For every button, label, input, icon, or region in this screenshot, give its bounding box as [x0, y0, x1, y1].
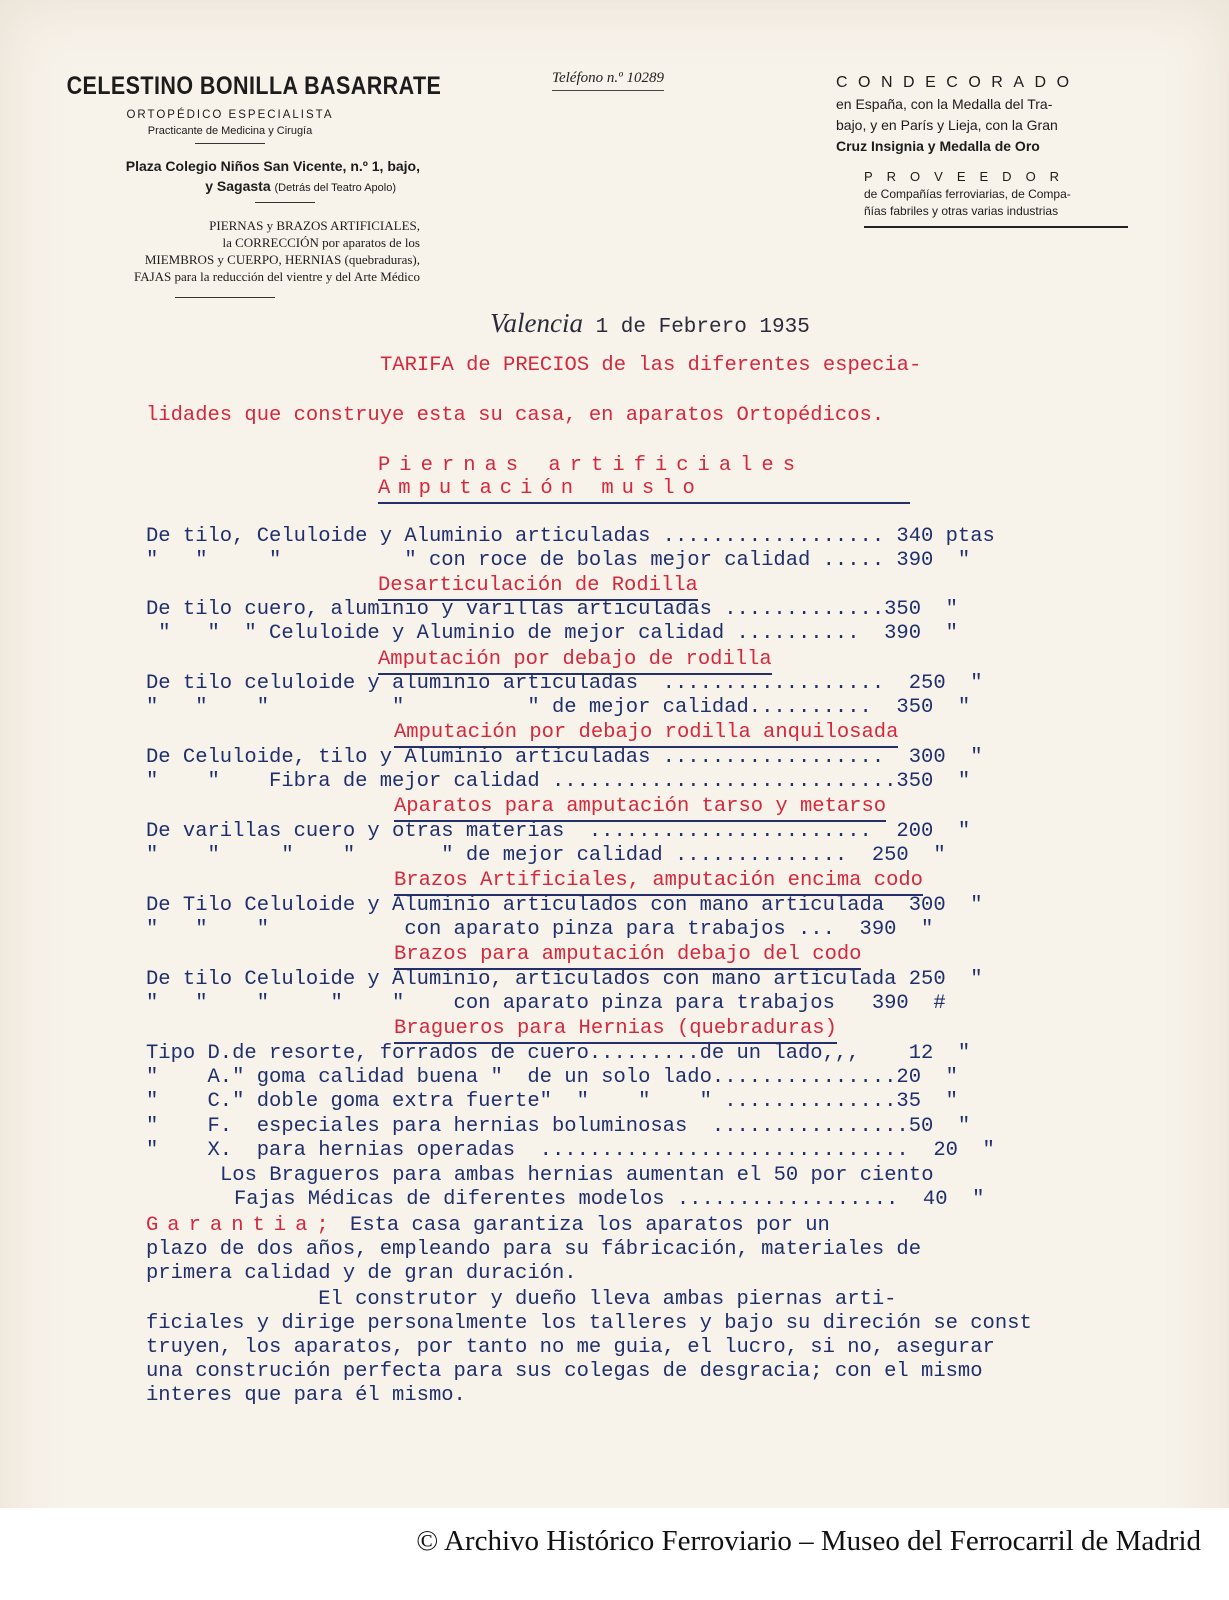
- copyright-notice: © Archivo Histórico Ferroviario – Museo del Ferrocarril de Madrid: [416, 1525, 1201, 1557]
- address-line-2: [40, 178, 420, 194]
- company-name: CELESTINO BONILLA BASARRATE: [66, 72, 442, 100]
- price-section-heading: Amputación por debajo de rodilla: [378, 648, 772, 675]
- price-line: De tilo cuero, aluminio y varillas articuladas .............350 ": [146, 598, 958, 621]
- address-street: y Sagasta: [205, 178, 271, 194]
- decorated-title: CONDECORADO: [836, 74, 1080, 91]
- closing-line: interes que para él mismo.: [146, 1384, 466, 1407]
- divider: [864, 226, 1128, 228]
- guarantee-line-2: plazo de dos años, empleando para su fábricación, materiales de: [146, 1238, 922, 1261]
- price-line: " X. para hernias operadas .............................. 20 ": [146, 1139, 995, 1162]
- price-line: " F. especiales para hernias boluminosas ................50 ": [146, 1115, 971, 1138]
- closing-line: una construción perfecta para sus colegas de desgracia; con el mismo: [146, 1360, 983, 1383]
- profession: ORTOPÉDICO ESPECIALISTA: [126, 109, 334, 121]
- price-line: Tipo D.de resorte, forrados de cuero.........de un lado,,, 12 ": [146, 1042, 971, 1065]
- specialty-line: FAJAS para la reducción del vientre y del Arte Médico: [133, 269, 420, 284]
- practitioner: Practicante de Medicina y Cirugía: [147, 125, 313, 137]
- decorated-line: bajo, y en París y Lieja, con la Gran: [836, 117, 1058, 133]
- guarantee-line-3: primera calidad y de gran duración.: [146, 1262, 577, 1285]
- letterhead-right: [836, 74, 1156, 228]
- section-title: Piernas artificiales: [378, 454, 805, 477]
- date-text: 1 de Febrero 1935: [582, 316, 810, 339]
- supplier-line: ñías fabriles y otras varias industrias: [864, 204, 1059, 218]
- price-line: De Celuloide, tilo y Aluminio articuladas .................. 300 ": [146, 746, 983, 769]
- price-line: De tilo celuloide y aluminio articuladas .................. 250 ": [146, 672, 983, 695]
- phone-number: Teléfono n.º 10289: [552, 70, 664, 91]
- specialties: [40, 217, 420, 285]
- price-line: " " " " " con aparato pinza para trabajos 390 #: [146, 992, 946, 1015]
- decorated-line: en España, con la Medalla del Tra-: [836, 96, 1053, 112]
- price-line: De varillas cuero y otras materias ....................... 200 ": [146, 820, 971, 843]
- divider: [175, 297, 275, 298]
- price-section-heading: Amputación por debajo rodilla anquilosada: [394, 721, 898, 748]
- price-line: De Tilo Celuloide y Aluminio articulados con mano articulada 300 ": [146, 894, 983, 917]
- guarantee-text: Esta casa garantiza los aparatos por un: [337, 1214, 830, 1237]
- intro-line-1: TARIFA de PRECIOS de las diferentes especia-: [380, 354, 922, 377]
- section-subtitle: Amputación muslo: [378, 477, 910, 504]
- specialty-line: PIERNAS y BRAZOS ARTIFICIALES,: [209, 218, 420, 233]
- divider: [255, 202, 315, 203]
- specialty-line: MIEMBROS y CUERPO, HERNIAS (quebraduras),: [144, 252, 420, 267]
- price-line: " A." goma calidad buena " de un solo lado...............20 ": [146, 1066, 958, 1089]
- price-section-heading: Desarticulación de Rodilla: [378, 574, 698, 601]
- intro-line-2: lidades que construye esta su casa, en aparatos Ortopédicos.: [146, 404, 885, 427]
- price-line: De tilo, Celuloide y Aluminio articuladas .................. 340 ptas: [146, 525, 995, 548]
- price-section-heading: Aparatos para amputación tarso y metarso: [394, 795, 886, 822]
- specialty-line: la CORRECCIÓN por aparatos de los: [222, 235, 420, 250]
- price-line: De tilo Celuloide y Aluminio, articulados con mano articulada 250 ": [146, 968, 983, 991]
- supplier-title: PROVEEDOR: [864, 169, 1074, 184]
- address-line-1: Plaza Colegio Niños San Vicente, n.º 1, bajo,: [125, 158, 420, 174]
- price-line: " C." doble goma extra fuerte" " " " ..............35 ": [146, 1090, 958, 1113]
- price-section-heading: Brazos para amputación debajo del codo: [394, 943, 861, 970]
- letter-date: [490, 308, 810, 339]
- price-line: " " " " " de mejor calidad .............. 250 ": [146, 844, 946, 867]
- letterhead-left: [40, 72, 442, 298]
- decorated-line: Cruz Insignia y Medalla de Oro: [836, 138, 1040, 154]
- price-line: " " Fibra de mejor calidad ............................350 ": [146, 770, 971, 793]
- decorated-text: [836, 94, 1156, 157]
- closing-line: truyen, los aparatos, por tanto no me guia, el lucro, si no, asegurar: [146, 1336, 995, 1359]
- price-line: Los Bragueros para ambas hernias aumentan el 50 por ciento: [220, 1164, 934, 1187]
- closing-line: ficiales y dirige personalmente los talleres y bajo su direción se const: [146, 1312, 1032, 1335]
- price-line: " " " con aparato pinza para trabajos ... 390 ": [146, 918, 934, 941]
- price-line: " " " " " de mejor calidad.......... 350 ": [146, 696, 971, 719]
- price-line: " " " " con roce de bolas mejor calidad ..... 390 ": [146, 549, 971, 572]
- supplier-line: de Compañías ferroviarias, de Compa-: [864, 187, 1071, 201]
- price-line: " " " Celuloide y Aluminio de mejor calidad .......... 390 ": [146, 622, 958, 645]
- closing-line: El construtor y dueño lleva ambas piernas arti-: [146, 1288, 897, 1311]
- divider: [195, 143, 265, 144]
- price-line: Fajas Médicas de diferentes modelos .................. 40 ": [234, 1188, 985, 1211]
- supplier-text: [836, 186, 1156, 220]
- guarantee-label: Garantia;: [146, 1214, 338, 1237]
- price-section-heading: Bragueros para Hernias (quebraduras): [394, 1017, 837, 1044]
- date-city: Valencia: [490, 308, 583, 338]
- guarantee-line-1: [146, 1214, 830, 1238]
- price-section-heading: Brazos Artificiales, amputación encima codo: [394, 869, 923, 896]
- address-note: (Detrás del Teatro Apolo): [274, 182, 396, 194]
